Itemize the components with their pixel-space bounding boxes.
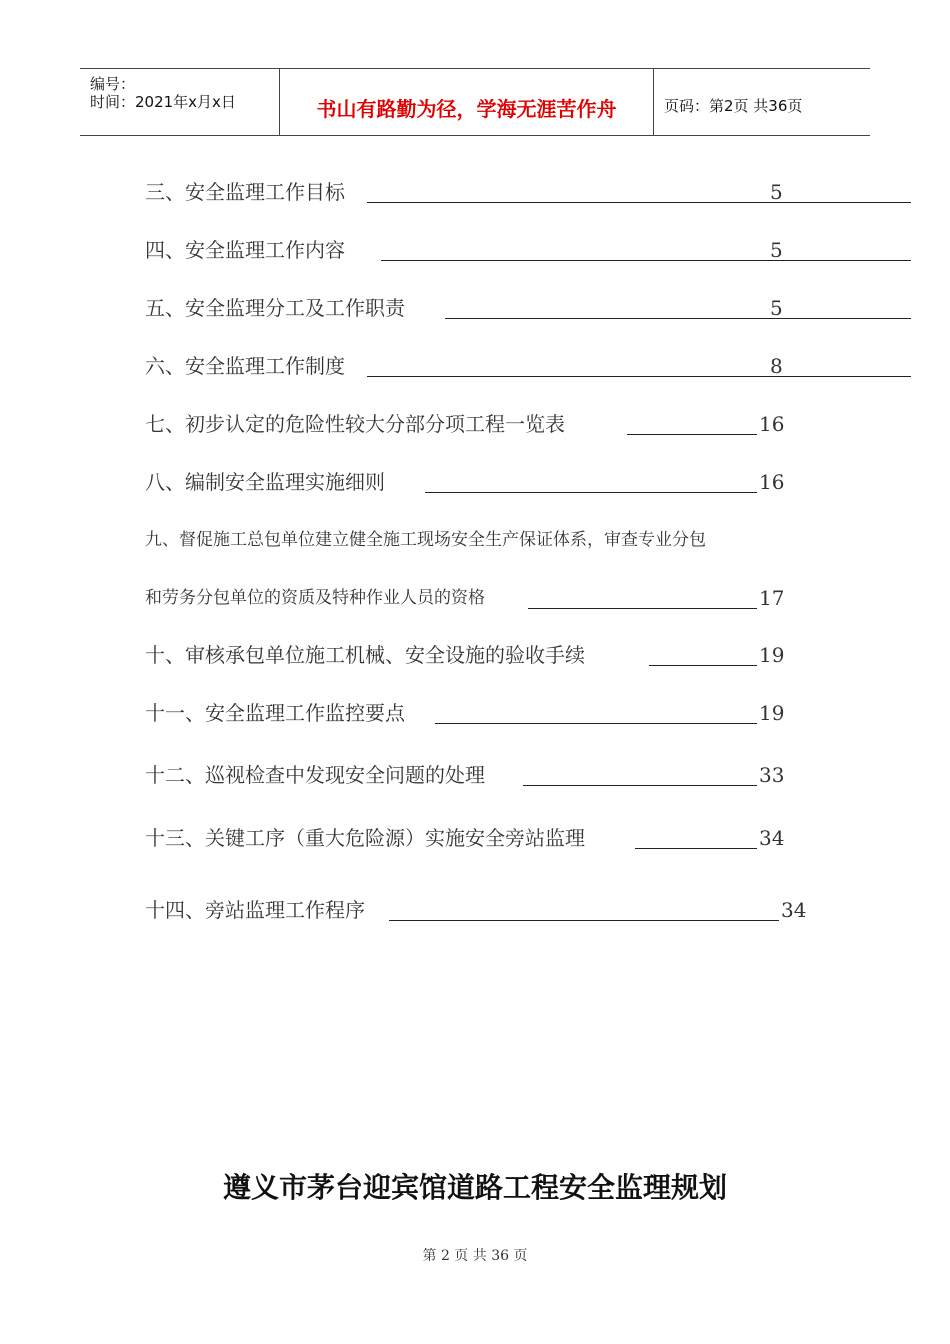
toc-page-number: 34	[759, 826, 785, 850]
header-motto: 书山有路勤为径，学海无涯苦作舟	[316, 97, 617, 121]
toc-page-number: 5	[770, 296, 783, 320]
document-title: 遵义市茅台迎宾馆道路工程安全监理规划	[222, 1171, 727, 1204]
toc-entry[interactable]	[145, 896, 815, 924]
toc-leader-line	[367, 376, 911, 377]
toc-leader-line	[389, 920, 779, 921]
header-page-info: 页码：第2页 共36页	[664, 97, 803, 115]
toc-page-number: 16	[759, 412, 785, 436]
toc-page-number: 19	[759, 643, 785, 667]
toc-leader-line	[381, 260, 911, 261]
toc-leader-line	[425, 492, 757, 493]
toc-entry-text: 三、安全监理工作目标	[145, 180, 345, 204]
header-middle-cell	[280, 69, 654, 135]
header-right-cell	[654, 69, 870, 135]
toc-page-number: 34	[781, 898, 807, 922]
time-label: 时间：2021年x月x日	[90, 93, 236, 111]
toc-leader-line	[528, 608, 757, 609]
toc-page-number: 33	[759, 763, 785, 787]
toc-entry-text: 十三、关键工序（重大危险源）实施安全旁站监理	[145, 826, 585, 850]
toc-entry-text: 九、督促施工总包单位建立健全施工现场安全生产保证体系，审查专业分包	[145, 530, 706, 550]
toc-entry-text: 六、安全监理工作制度	[145, 354, 345, 378]
toc-leader-line	[367, 202, 911, 203]
toc-entry[interactable]	[145, 824, 795, 852]
toc-entry-text: 七、初步认定的危险性较大分部分项工程一览表	[145, 412, 565, 436]
toc-entry-text: 十四、旁站监理工作程序	[145, 898, 365, 922]
toc-page-number: 19	[759, 701, 785, 725]
toc-leader-line	[649, 665, 757, 666]
toc-entry-text: 八、编制安全监理实施细则	[145, 470, 385, 494]
toc-entry[interactable]	[145, 178, 795, 206]
toc-entry[interactable]	[145, 699, 795, 727]
toc-leader-line	[435, 723, 757, 724]
toc-entry[interactable]	[145, 526, 795, 554]
toc-page-number: 8	[770, 354, 783, 378]
toc-entry-text: 十、审核承包单位施工机械、安全设施的验收手续	[145, 643, 585, 667]
toc-entry-text: 十一、安全监理工作监控要点	[145, 701, 405, 725]
toc-entry[interactable]	[145, 761, 795, 789]
toc-entry[interactable]	[145, 468, 795, 496]
toc-leader-line	[445, 318, 911, 319]
toc-page-number: 5	[770, 238, 783, 262]
toc-page-number: 5	[770, 180, 783, 204]
toc-page-number: 16	[759, 470, 785, 494]
header-left-cell	[80, 69, 280, 135]
toc-entry[interactable]	[145, 236, 795, 264]
toc-page-number: 17	[759, 586, 785, 610]
toc-entry[interactable]	[145, 294, 795, 322]
toc-entry[interactable]	[145, 584, 795, 612]
toc-entry[interactable]	[145, 352, 795, 380]
toc-leader-line	[627, 434, 757, 435]
toc-entry-text: 四、安全监理工作内容	[145, 238, 345, 262]
toc-entry[interactable]	[145, 410, 795, 438]
toc-leader-line	[635, 848, 757, 849]
toc-entry-text: 五、安全监理分工及工作职责	[145, 296, 405, 320]
page-header	[80, 68, 870, 136]
toc-entry[interactable]	[145, 641, 795, 669]
page-footer: 第 2 页 共 36 页	[422, 1248, 528, 1264]
toc-entry-text: 十二、巡视检查中发现安全问题的处理	[145, 763, 485, 787]
toc-leader-line	[523, 785, 757, 786]
number-label: 编号：	[90, 75, 136, 93]
toc-entry-text: 和劳务分包单位的资质及特种作业人员的资格	[145, 588, 485, 608]
